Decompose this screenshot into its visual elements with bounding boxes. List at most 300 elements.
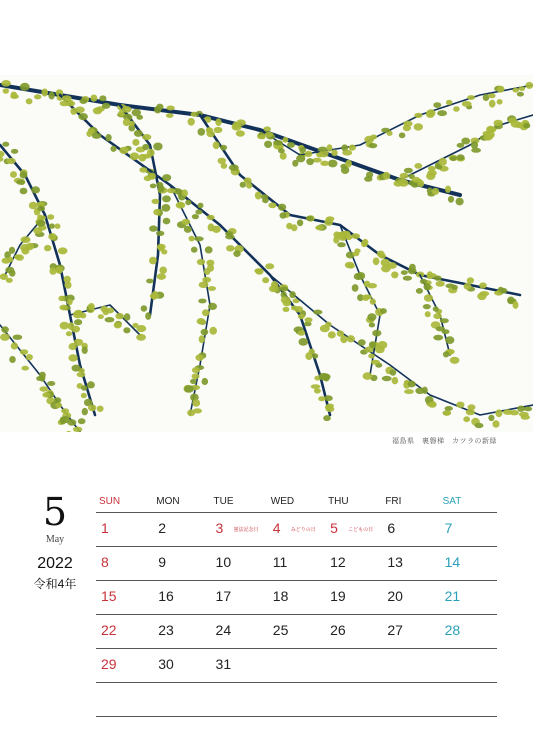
katsura-leaf: [442, 329, 450, 334]
katsura-leaf: [400, 173, 409, 179]
katsura-leaf: [433, 313, 442, 319]
katsura-leaf: [36, 220, 45, 227]
katsura-leaf: [166, 106, 174, 111]
day-number: 12: [330, 554, 346, 570]
katsura-leaf: [21, 236, 31, 243]
katsura-leaf: [207, 215, 215, 220]
katsura-leaf: [445, 406, 453, 411]
katsura-leaf: [20, 188, 28, 195]
katsura-leaf: [259, 135, 266, 140]
calendar-day-cell: [325, 547, 382, 580]
katsura-leaf: [282, 137, 288, 143]
katsura-leaf: [14, 254, 21, 259]
katsura-leaf: [26, 243, 34, 250]
day-number: 27: [387, 622, 403, 638]
katsura-leaf: [313, 310, 322, 315]
katsura-leaf: [318, 396, 325, 401]
calendar-day-cell: [440, 581, 497, 614]
calendar-day-cell: [153, 649, 210, 682]
katsura-leaf: [352, 284, 359, 292]
katsura-leaf: [132, 109, 141, 116]
katsura-leaf: [114, 322, 122, 328]
katsura-leaf: [77, 372, 86, 377]
katsura-leaf: [364, 176, 372, 182]
katsura-leaf: [49, 267, 56, 274]
katsura-leaf: [494, 120, 503, 126]
katsura-leaf: [20, 171, 28, 178]
katsura-leaf: [80, 313, 86, 319]
katsura-leaf: [33, 227, 42, 234]
katsura-leaf: [333, 236, 339, 243]
katsura-leaf: [202, 309, 210, 316]
katsura-leaf: [467, 95, 475, 100]
katsura-leaf: [305, 352, 312, 360]
katsura-leaf: [381, 128, 390, 133]
katsura-leaf: [3, 88, 9, 94]
katsura-leaf: [437, 110, 447, 116]
katsura-leaf: [9, 356, 16, 363]
day-number: 29: [101, 656, 117, 672]
katsura-leaf: [142, 144, 149, 150]
katsura-leaf: [517, 92, 524, 97]
calendar-day-cell: [153, 581, 210, 614]
calendar-day-cell: [325, 649, 382, 682]
katsura-leaf: [347, 264, 355, 269]
katsura-leaf: [289, 291, 295, 298]
katsura-leaf: [105, 317, 115, 322]
calendar-day-cell: [382, 683, 439, 716]
katsura-leaf: [56, 266, 63, 274]
katsura-leaf: [58, 296, 65, 302]
katsura-leaf: [426, 109, 435, 116]
branch-illustration: [0, 75, 533, 432]
katsura-leaf: [524, 407, 533, 412]
katsura-leaf: [464, 283, 472, 290]
katsura-leaf: [150, 293, 160, 299]
katsura-leaf: [198, 128, 206, 136]
katsura-leaf: [432, 188, 440, 195]
katsura-leaf: [98, 314, 104, 319]
katsura-leaf: [262, 197, 269, 203]
katsura-leaf: [517, 406, 524, 412]
katsura-leaf: [497, 99, 503, 105]
katsura-leaf: [404, 389, 414, 394]
katsura-leaf: [78, 418, 86, 424]
calendar-day-cell: [382, 581, 439, 614]
katsura-leaf: [181, 189, 188, 196]
katsura-leaves-photo: [0, 75, 533, 432]
katsura-leaf: [328, 160, 338, 168]
katsura-leaf: [106, 134, 112, 141]
katsura-leaf: [236, 119, 246, 126]
katsura-leaf: [130, 152, 139, 160]
katsura-leaf: [139, 167, 147, 173]
katsura-leaf: [448, 196, 454, 203]
month-header: [20, 492, 90, 592]
katsura-leaf: [78, 113, 88, 120]
katsura-leaf: [369, 323, 375, 328]
calendar-day-cell: [96, 683, 153, 716]
weekday-tue: TUE: [213, 496, 234, 507]
katsura-leaf: [500, 288, 508, 294]
katsura-leaf: [154, 106, 161, 113]
month-english-name: May: [45, 534, 65, 545]
katsura-leaf: [213, 141, 220, 149]
katsura-leaf: [60, 322, 69, 330]
calendar-day-cell: [440, 649, 497, 682]
katsura-leaf: [404, 168, 413, 174]
katsura-leaf: [298, 330, 306, 336]
katsura-leaf: [202, 378, 209, 385]
katsura-leaf: [433, 102, 441, 108]
katsura-leaf: [2, 258, 11, 264]
katsura-leaf: [433, 306, 439, 311]
katsura-leaf: [11, 149, 18, 154]
katsura-leaf: [215, 118, 221, 126]
katsura-leaf: [453, 106, 460, 112]
katsura-leaf: [128, 121, 135, 127]
holiday-name: こどもの日: [348, 527, 374, 533]
katsura-leaf: [197, 318, 206, 325]
day-number: 19: [330, 588, 346, 604]
katsura-leaf: [340, 335, 347, 343]
katsura-leaf: [99, 95, 106, 101]
katsura-leaf: [92, 133, 102, 139]
katsura-leaf: [497, 86, 505, 93]
katsura-leaf: [201, 329, 209, 336]
katsura-leaf: [123, 327, 130, 333]
holiday-name: みどりの日: [290, 527, 316, 533]
katsura-leaf: [7, 158, 16, 164]
day-number: 1: [101, 520, 109, 536]
katsura-leaf: [352, 252, 359, 257]
katsura-leaf: [475, 423, 484, 428]
calendar-grid: [96, 492, 497, 717]
katsura-leaf: [20, 83, 30, 91]
katsura-leaf: [182, 219, 191, 225]
katsura-leaf: [380, 308, 387, 314]
katsura-leaf: [292, 160, 298, 167]
katsura-leaf: [156, 231, 164, 236]
calendar-day-cell: [440, 513, 497, 546]
katsura-leaf: [198, 299, 206, 304]
katsura-leaf: [16, 180, 25, 185]
katsura-leaf: [102, 103, 110, 109]
katsura-leaf: [6, 278, 13, 283]
katsura-leaf: [291, 224, 298, 231]
katsura-leaf: [134, 130, 143, 137]
day-number: 15: [101, 588, 117, 604]
day-number: 7: [444, 520, 453, 536]
calendar-day-cell: [325, 683, 382, 716]
katsura-leaf: [320, 325, 330, 333]
katsura-leaf: [415, 388, 424, 394]
katsura-leaf: [439, 158, 447, 166]
calendar-day-cell: [96, 513, 153, 546]
katsura-leaf: [299, 338, 309, 346]
katsura-leaf: [136, 334, 146, 341]
katsura-leaf: [424, 283, 431, 290]
katsura-leaf: [62, 95, 72, 101]
day-number: 8: [101, 554, 109, 570]
katsura-leaf: [519, 86, 526, 91]
katsura-leaf: [269, 285, 279, 292]
katsura-leaf: [456, 198, 464, 206]
katsura-leaf: [369, 341, 376, 348]
katsura-leaf: [521, 415, 530, 420]
katsura-leaf: [197, 259, 205, 265]
katsura-leaf: [157, 273, 166, 280]
katsura-leaf: [314, 388, 321, 393]
katsura-leaf: [153, 143, 162, 151]
katsura-leaf: [141, 305, 148, 311]
katsura-leaf: [199, 335, 205, 343]
calendar-day-cell: [382, 615, 439, 648]
katsura-leaf: [281, 296, 291, 303]
calendar-day-cell: [382, 513, 439, 546]
katsura-leaf: [20, 349, 28, 355]
katsura-leaf: [351, 233, 360, 239]
katsura-leaf: [47, 214, 54, 220]
katsura-leaf: [122, 106, 132, 113]
katsura-leaf: [26, 98, 33, 104]
katsura-leaf: [81, 393, 87, 399]
katsura-leaf: [178, 202, 184, 207]
day-number: 13: [387, 554, 403, 570]
katsura-leaf: [412, 177, 420, 183]
katsura-leaf: [153, 209, 160, 215]
katsura-leaf: [526, 82, 533, 89]
katsura-leaf: [205, 246, 213, 253]
calendar-day-cell: [440, 683, 497, 716]
calendar-day-cell: [382, 547, 439, 580]
katsura-leaf: [255, 268, 263, 274]
katsura-leaf: [142, 134, 151, 140]
katsura-leaf: [208, 223, 215, 231]
katsura-leaf: [87, 381, 95, 388]
katsura-leaf: [26, 354, 33, 360]
katsura-leaf: [443, 351, 449, 357]
day-number: 14: [444, 554, 461, 570]
katsura-leaf: [192, 373, 200, 379]
katsura-leaf: [354, 273, 363, 280]
japanese-era-year: 令和4年: [33, 577, 77, 591]
katsura-leaf: [423, 304, 431, 309]
katsura-leaf: [209, 327, 217, 335]
katsura-leaf: [479, 291, 489, 296]
katsura-leaf: [324, 218, 333, 225]
day-number: 18: [272, 588, 289, 604]
katsura-leaf: [471, 141, 478, 149]
katsura-leaf: [192, 399, 200, 406]
katsura-leaf: [225, 234, 235, 239]
katsura-leaf: [298, 314, 305, 320]
katsura-leaf: [185, 200, 191, 206]
katsura-leaf: [204, 268, 210, 275]
katsura-leaf: [383, 172, 391, 180]
katsura-leaf: [115, 313, 124, 319]
day-number: 11: [272, 554, 288, 570]
katsura-leaf: [320, 161, 329, 166]
katsura-leaf: [486, 131, 495, 138]
katsura-leaf: [166, 113, 174, 118]
katsura-leaf: [347, 335, 355, 342]
katsura-leaf: [72, 365, 81, 372]
katsura-leaf: [1, 80, 11, 87]
katsura-leaf: [323, 415, 331, 421]
katsura-leaf: [192, 367, 200, 373]
katsura-leaf: [512, 88, 519, 93]
katsura-leaf: [0, 333, 10, 340]
katsura-leaf: [436, 281, 445, 287]
katsura-leaf: [150, 184, 157, 189]
katsura-leaf: [55, 223, 61, 229]
katsura-leaf: [369, 143, 378, 148]
katsura-leaf: [305, 151, 313, 157]
katsura-leaf: [158, 185, 165, 193]
katsura-leaf: [265, 132, 274, 137]
katsura-leaf: [467, 277, 474, 283]
year-label: 2022: [37, 555, 73, 572]
katsura-leaf: [323, 374, 330, 381]
katsura-leaf: [315, 225, 323, 230]
katsura-leaf: [11, 92, 18, 99]
katsura-leaf: [280, 212, 287, 218]
katsura-leaf: [445, 336, 454, 344]
weekday-header-row: [96, 492, 497, 513]
katsura-leaf: [161, 249, 167, 254]
calendar-day-cell: [268, 581, 325, 614]
katsura-leaf: [39, 215, 46, 220]
katsura-leaf: [362, 239, 368, 247]
katsura-leaf: [318, 147, 327, 152]
katsura-leaf: [61, 416, 70, 423]
katsura-leaf: [312, 353, 318, 358]
katsura-leaf: [54, 397, 61, 403]
katsura-leaf: [278, 148, 285, 153]
day-number: 6: [387, 520, 396, 536]
katsura-leaf: [414, 163, 422, 169]
katsura-leaf: [264, 141, 272, 148]
katsura-leaf: [403, 121, 412, 127]
katsura-leaf: [208, 286, 216, 291]
katsura-leaf: [403, 276, 412, 281]
katsura-leaf: [195, 354, 203, 361]
katsura-leaf: [88, 404, 96, 411]
katsura-leaf: [452, 285, 458, 290]
katsura-leaf: [305, 317, 313, 322]
katsura-leaf: [280, 287, 288, 292]
katsura-leaf: [489, 100, 496, 108]
katsura-leaf: [401, 270, 408, 275]
calendar-day-cell: [153, 615, 210, 648]
katsura-leaf: [450, 156, 457, 161]
katsura-leaf: [199, 282, 209, 288]
katsura-leaf: [11, 342, 18, 349]
katsura-leaf: [488, 415, 494, 421]
katsura-leaf: [297, 219, 303, 226]
katsura-leaf: [167, 188, 175, 193]
katsura-leaf: [190, 379, 197, 384]
katsura-leaf: [208, 303, 217, 310]
day-number: 31: [215, 656, 232, 672]
katsura-leaf: [440, 318, 449, 323]
katsura-leaf: [48, 92, 54, 100]
katsura-leaf: [390, 369, 397, 375]
katsura-leaf: [149, 173, 156, 180]
katsura-leaf: [70, 108, 77, 115]
calendar-day-cell: [96, 581, 153, 614]
katsura-leaf: [44, 245, 51, 251]
calendar-week-row: [96, 513, 497, 547]
katsura-leaf: [445, 186, 451, 193]
katsura-leaf: [68, 354, 77, 361]
katsura-leaf: [443, 410, 451, 415]
calendar-day-cell: [153, 547, 210, 580]
katsura-leaf: [433, 335, 443, 341]
katsura-leaf: [265, 263, 274, 269]
katsura-leaf: [331, 150, 337, 157]
katsura-leaf: [391, 271, 398, 278]
day-number: 4: [272, 520, 281, 536]
katsura-leaf: [382, 376, 392, 381]
katsura-leaf: [229, 164, 239, 170]
katsura-leaf: [188, 118, 195, 126]
katsura-leaf: [416, 288, 423, 294]
katsura-leaf: [424, 294, 433, 301]
katsura-leaf: [74, 319, 82, 325]
day-number: 30: [158, 656, 174, 672]
katsura-leaf: [414, 113, 422, 118]
katsura-leaf: [427, 170, 437, 177]
weekday-wed: WED: [270, 496, 295, 507]
katsura-leaf: [157, 244, 166, 250]
day-number: 26: [330, 622, 346, 638]
calendar-day-cell: [211, 615, 268, 648]
calendar-day-cell: [211, 547, 268, 580]
katsura-leaf: [503, 409, 513, 415]
katsura-leaf: [106, 308, 114, 314]
katsura-leaf: [162, 204, 171, 212]
katsura-leaf: [21, 366, 29, 371]
katsura-leaf: [268, 202, 276, 208]
katsura-leaf: [370, 298, 376, 304]
katsura-leaf: [80, 98, 88, 104]
katsura-leaf: [81, 385, 87, 390]
weekday-mon: MON: [156, 496, 180, 507]
month-number: 5: [42, 490, 68, 534]
calendar-day-cell: [268, 615, 325, 648]
katsura-leaf: [10, 171, 17, 178]
katsura-leaf: [184, 226, 192, 233]
calendar-week-row: [96, 649, 497, 683]
katsura-leaf: [283, 307, 290, 312]
katsura-leaf: [372, 330, 381, 337]
katsura-leaf: [273, 140, 283, 145]
katsura-leaf: [414, 123, 423, 130]
katsura-leaf: [145, 312, 151, 320]
katsura-leaf: [280, 152, 287, 160]
katsura-leaf: [88, 303, 95, 310]
katsura-leaf: [306, 216, 313, 222]
katsura-leaf: [233, 250, 240, 257]
katsura-leaf: [408, 381, 416, 388]
katsura-leaf: [428, 401, 437, 408]
holiday-name: 憲法記念日: [233, 527, 259, 533]
katsura-leaf: [149, 257, 157, 265]
katsura-leaf: [371, 360, 380, 365]
katsura-leaf: [71, 326, 80, 333]
